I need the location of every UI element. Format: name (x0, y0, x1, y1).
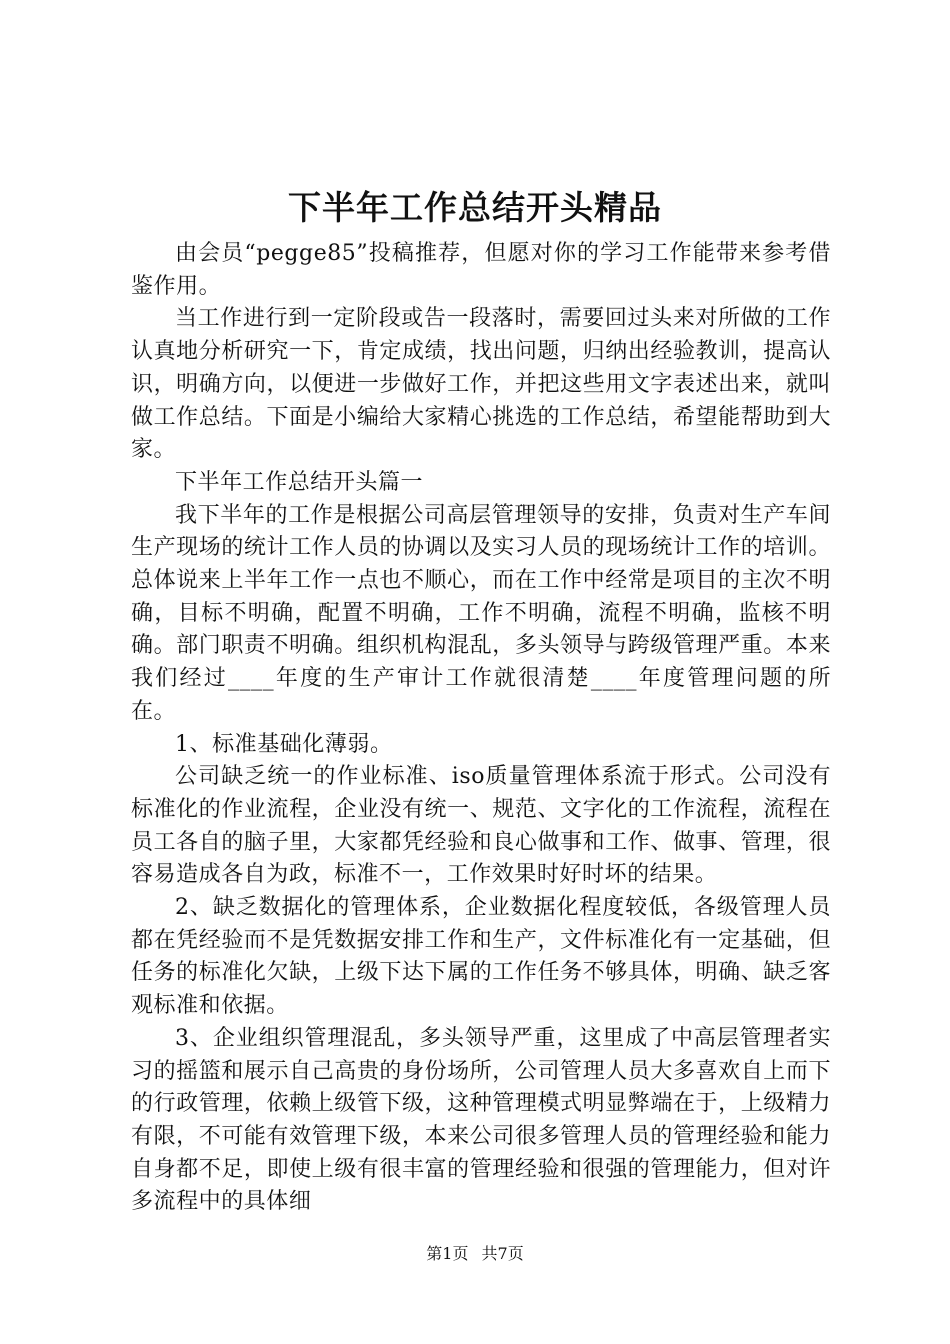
page-number: 第1页 (426, 1244, 469, 1263)
page-footer (0, 1242, 950, 1266)
list-item-heading: 1、标准基础化薄弱。 (175, 731, 393, 757)
list-item: 3、企业组织管理混乱，多头领导严重，这里成了中高层管理者实习的摇篮和展示自己高贵的身份场所，公司管理人员大多喜欢自上而下的行政管理，依赖上级管下级，这种管理模式明显弊端在于，上级精力有限，不可能有效管理下级，本来公司很多管理人员的管理经验和能力自身都不足，即使上级有很丰富的管理经验和很强的管理能力，但对许多流程中的具体细 (131, 1025, 831, 1215)
paragraph: 由会员“pegge85”投稿推荐，但愿对你的学习工作能带来参考借鉴作用。 (131, 241, 831, 299)
section-heading: 下半年工作总结开头篇一 (175, 469, 424, 495)
page-total: 共7页 (481, 1244, 524, 1263)
page-title: 下半年工作总结开头精品 (288, 188, 662, 227)
paragraph: 当工作进行到一定阶段或告一段落时，需要回过头来对所做的工作认真地分析研究一下，肯定成绩，找出问题，归纳出经验教训，提高认识，明确方向，以便进一步做好工作，并把这些用文字表述出来，就叫做工作总结。下面是小编给大家精心挑选的工作总结，希望能帮助到大家。 (131, 306, 831, 463)
paragraph: 公司缺乏统一的作业标准、iso质量管理体系流于形式。公司没有标准化的作业流程，企业没有统一、规范、文字化的工作流程，流程在员工各自的脑子里，大家都凭经验和良心做事和工作、做事、管理，很容易造成各自为政，标准不一，工作效果时好时坏的结果。 (131, 764, 831, 888)
document-body (131, 238, 831, 1219)
paragraph: 我下半年的工作是根据公司高层管理领导的安排，负责对生产车间生产现场的统计工作人员的协调以及实习人员的现场统计工作的培训。总体说来上半年工作一点也不顺心，而在工作中经常是项目的主次不明确，目标不明确，配置不明确，工作不明确，流程不明确，监核不明确。部门职责不明确。组织机构混乱，多头领导与跨级管理严重。本来我们经过____年度的生产审计工作就很清楚____年度管理问题的所在。 (131, 502, 831, 724)
list-item: 2、缺乏数据化的管理体系，企业数据化程度较低，各级管理人员都在凭经验而不是凭数据安排工作和生产，文件标准化有一定基础，但任务的标准化欠缺，上级下达下属的工作任务不够具体，明确、缺乏客观标准和依据。 (131, 895, 831, 1019)
